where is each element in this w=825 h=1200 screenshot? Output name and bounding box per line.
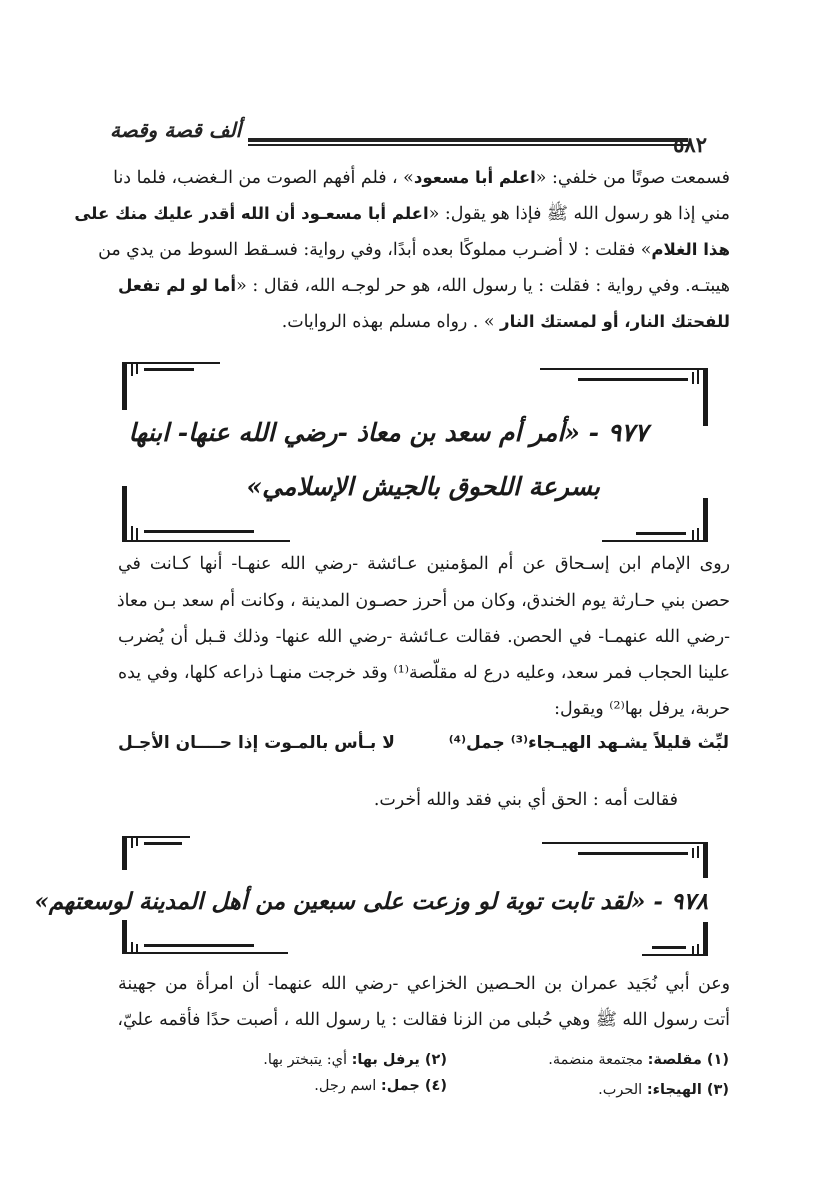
footnote-3: (٣) الهيجاء: الحرب. — [598, 1082, 729, 1098]
intro-line-3: هذا الغلام» فقلت : لا أضـرب مملوكًا بعده أبدًا، وفي رواية: فسـقط السوط من يدي من — [98, 240, 730, 260]
ornament-bottom-right — [600, 498, 708, 542]
ornament-978-bottom-right — [640, 922, 708, 956]
header-rule — [248, 138, 688, 147]
section-977-title-line-2: بسرعة اللحوق بالجيش الإسلامي» — [246, 472, 600, 501]
section-977-line-5: حربة، يرفل بها⁽²⁾ ويقول: — [554, 699, 730, 719]
section-978-title: ٩٧٨ - «لقد تابت توبة لو وزعت على سبعين من أهل المدينة لوسعتهم» — [34, 888, 708, 915]
intro-line-5: للفحتك النار، أو لمستك النار » . رواه مسلم بهذه الروايات. — [281, 312, 730, 332]
ornament-bottom-left — [122, 486, 292, 542]
footnote-1: (١) مقلصة: مجتمعة منضمة. — [548, 1052, 729, 1068]
section-977-line-2: حصن بني حـارثة يوم الخندق، وكان من أحرز حصـون المدينة ، وكانت أم سعد بـن معاذ — [116, 591, 730, 611]
poem-hemistich-right: لبِّث قليلاً يشـهد الهيـجاء⁽³⁾ جمل⁽⁴⁾ — [448, 733, 729, 753]
ornament-top-left — [122, 360, 222, 410]
section-977-title-line-1: ٩٧٧ - «أمر أم سعد بن معاذ -رضي الله عنها- ابنها — [128, 418, 648, 447]
page-number: ٥٨٢ — [673, 132, 707, 157]
poem-hemistich-left: لا بـأس بالمـوت إذا حــــان الأجـل — [118, 733, 395, 753]
section-977-line-1: روى الإمام ابن إسـحاق عن أم المؤمنين عـائشة -رضي الله عنهـا- أنها كـانت في — [118, 554, 730, 574]
ornament-978-bottom-left — [122, 920, 290, 954]
section-977-line-3: -رضي الله عنهمـا- في الحصن. فقالت عـائشة -رضي الله عنها- وذلك قـبل أن يُضرب — [118, 627, 730, 647]
section-977-line-4: علينا الحجاب فمر سعد، وعليه درع له مقلّصة⁽¹⁾ وقد خرجت منهـا ذراعه كلها، وفي يده — [118, 663, 730, 683]
intro-line-4: هيبتـه. وفي رواية : فقلت : يا رسول الله، هو حر لوجـه الله، فقال : «أما لو لم تفعل — [118, 276, 730, 296]
section-978-line-2: أتت رسول الله ﷺ وهي حُبلى من الزنا فقالت : يا رسول الله ، أصبت حدًا فأقمه عليّ، — [117, 1010, 730, 1030]
intro-line-1: فسمعت صوتًا من خلفي: «اعلم أبا مسعود» ، فلم أفهم الصوت من الـغضب، فلما دنا — [113, 168, 730, 188]
section-977-after-poem: فقالت أمه : الحق أي بني فقد والله أخرت. — [373, 790, 678, 810]
footnote-2: (٢) يرفل بها: أي: يتبختر بها. — [263, 1052, 447, 1068]
footnote-4: (٤) جمل: اسم رجل. — [314, 1078, 447, 1094]
ornament-978-top-left — [122, 836, 192, 870]
intro-line-2: مني إذا هو رسول الله ﷺ فإذا هو يقول: «اعلم أبا مسعـود أن الله أقدر عليك منك على — [74, 204, 730, 224]
book-title: ألف قصة وقصة — [110, 118, 242, 142]
section-978-line-1: وعن أبي نُجَيد عمران بن الحـصين الخزاعي -رضي الله عنهما- أن امرأة من جهينة — [118, 974, 730, 994]
ornament-978-top-right — [540, 838, 708, 878]
